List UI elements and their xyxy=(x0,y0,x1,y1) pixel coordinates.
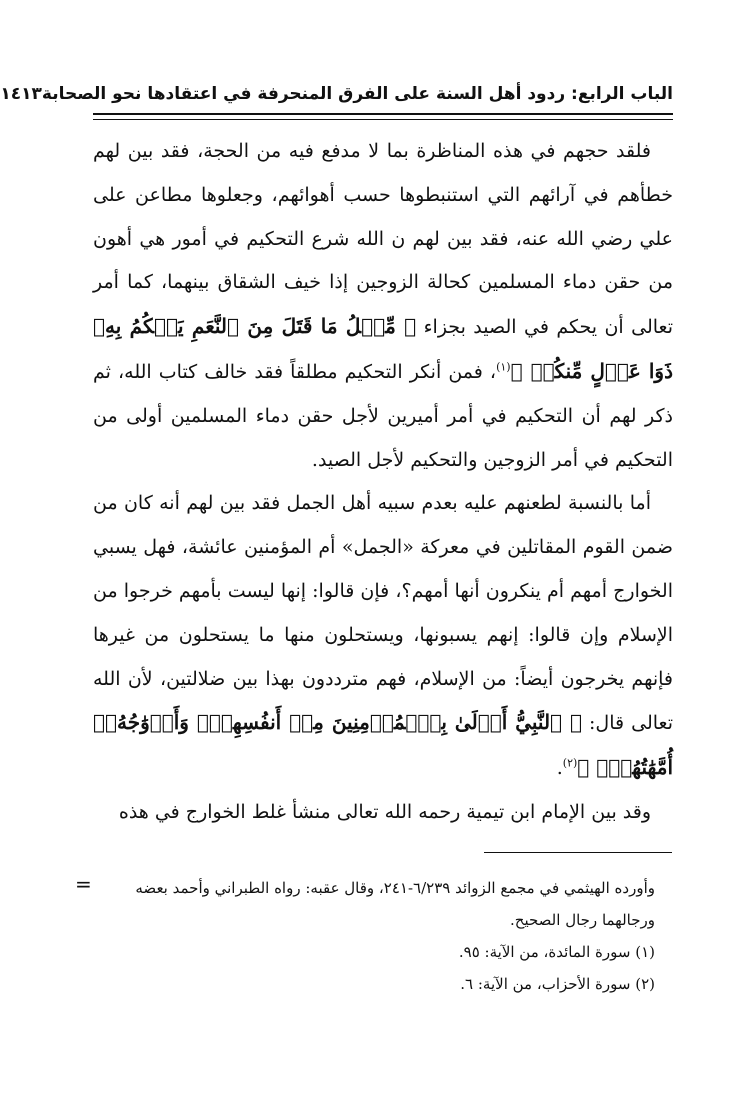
running-header xyxy=(0,78,673,110)
page-number: ١٤١٣ xyxy=(0,84,42,104)
paragraph-text: ، فمن أنكر التحكيم مطلقاً فقد خالف كتاب الله، ثم ذكر لهم أن التحكيم في أمر أميرين لأجل حقن دماء المسلمين أولى من التحكيم في أمر الزوجين والتحكيم لأجل الصيد. xyxy=(93,360,673,471)
paragraph-text: فلقد حجهم في هذه المناظرة بما لا مدفع فيه من الحجة، فقد بين لهم خطأهم في آرائهم التي استنبطوها حسب أهوائهم، وجعلوها مطاعن على علي رضي الله عنه، فقد بين لهم ن الله شرع التحكيم في أمور هي أهون من حقن دماء المسلمين كحالة الزوجين إذا خيف الشقاق بينهما، كما أمر تعالى أن يحكم في الصيد بجزاء xyxy=(93,140,673,339)
paragraph-text: أما بالنسبة لطعنهم عليه بعدم سبيه أهل الجمل فقد بين لهم أنه كان من ضمن القوم المقاتلين في معركة «الجمل» أم المؤمنين عائشة، فهل يسبي الخوارج أمهم أم ينكرون أنها أمهم؟، فإن قالوا: إنها ليست بأمهم خرجوا من الإسلام وإن قالوا: إنهم يسبونها، ويستحلون منها ما يستحلون من غيرها فإنهم يخرجون أيضاً: من الإسلام، فهم مترددون بهذا بين ضلالتين، لأن الله تعالى قال: xyxy=(93,492,673,735)
footnote-separator xyxy=(484,852,672,853)
footnote-ref: (٢) xyxy=(562,756,578,770)
paragraph-ibn-taymiyya: وقد بين الإمام ابن تيمية رحمه الله تعالى منشأ غلط الخوارج في هذه xyxy=(118,800,651,823)
footnote-continuation: وأورده الهيثمي في مجمع الزوائد ٦/٢٣٩-٢٤١، وقال عقبه: رواه الطبراني وأحمد بعضه ورجالهما رجال الصحيح. xyxy=(135,879,655,929)
main-text xyxy=(93,130,673,835)
paragraph-arbitration xyxy=(93,130,673,482)
header-rule-thick xyxy=(93,113,673,115)
quran-verse: ﴿ مِّثۡلُ مَا قَتَلَ مِنَ ٱلنَّعَمِ يَحۡكُمُ بِهِۦ ذَوَا عَدۡلٍ مِّنكُمۡ ﴾ xyxy=(93,314,673,383)
quran-verse: ﴿ ٱلنَّبِيُّ أَوۡلَىٰ بِٱلۡمُؤۡمِنِينَ مِنۡ أَنفُسِهِمۡۖ وَأَزۡوَٰجُهُۥٓ أُمَّهَٰتُهُمۡۗ ﴾ xyxy=(93,710,673,780)
footnote-continuation-mark: = xyxy=(75,872,92,896)
paragraph-jamal xyxy=(93,482,673,791)
header-rule-thin xyxy=(93,119,673,120)
footnote-ref: (١) xyxy=(496,360,511,374)
footnote-1: (١) سورة المائدة، من الآية: ٩٥. xyxy=(458,943,655,961)
footnote-2: (٢) سورة الأحزاب، من الآية: ٦. xyxy=(460,975,655,993)
paragraph-text: . xyxy=(556,757,563,780)
footnotes xyxy=(107,872,655,1000)
chapter-title: الباب الرابع: ردود أهل السنة على الفرق المنحرفة في اعتقادها نحو الصحابة xyxy=(41,84,673,104)
